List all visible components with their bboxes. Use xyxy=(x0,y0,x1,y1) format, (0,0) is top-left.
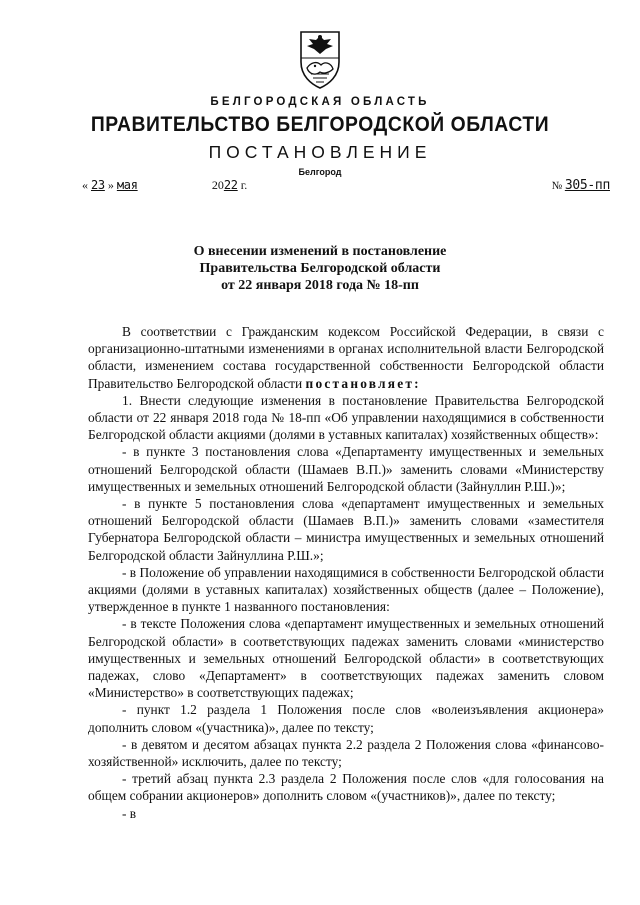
body-paragraph: - в Положение об управлении находящимися в собственности Белгородской области акциями (долями в уставных капиталах) хозяйственных обществ (далее – Положение), утвержденное в пункте 1 названного постановления: xyxy=(88,564,604,615)
title-line: от 22 января 2018 года № 18-пп xyxy=(221,278,419,293)
body-paragraph: - в девятом и десятом абзацах пункта 2.2 раздела 2 Положения слова «финансово-хозяйственной» исключить, далее по тексту; xyxy=(88,736,604,770)
date-close-quote: » xyxy=(107,178,114,192)
date-month: мая xyxy=(116,178,138,192)
city-name: Белгород xyxy=(298,167,342,177)
document-date xyxy=(82,178,247,193)
region-name: БЕЛГОРОДСКАЯ ОБЛАСТЬ xyxy=(210,96,430,108)
body-paragraph: 1. Внести следующие изменения в постановление Правительства Белгородской области от 22 января 2018 года № 18-пп «Об управлении находящимися в собственности Белгородской области акциями (долями в уставных капиталах) хозяйственных обществ»: xyxy=(88,392,604,443)
coat-of-arms xyxy=(295,28,345,90)
date-open-quote: « xyxy=(82,178,88,192)
date-year-prefix: 20 xyxy=(211,178,224,192)
title-line: Правительства Белгородской области xyxy=(199,261,441,276)
date-year-suffix: 22 xyxy=(223,178,238,192)
document-title xyxy=(0,243,640,294)
preamble-text: В соответствии с Гражданским кодексом Российской Федерации, в связи с организационно-штатными изменениями в органах исполнительной власти Белгородской области, изменением состава государственной собственности Белгородской области Правительство Белгородской области xyxy=(88,324,604,391)
body-paragraph: - третий абзац пункта 2.3 раздела 2 Положения после слов «для голосования на общем собрании акционеров» дополнить словом «(участников)», далее по тексту; xyxy=(88,771,604,804)
body-paragraph: - в xyxy=(122,805,137,821)
date-day: 23 xyxy=(91,178,105,192)
body-paragraph: - пункт 1.2 раздела 1 Положения после слов «волеизъявления акционера» дополнить словом «(участника)», далее по тексту; xyxy=(88,702,604,735)
document-number xyxy=(552,178,610,193)
number-sign: № xyxy=(551,180,563,192)
document-type: ПОСТАНОВЛЕНИЕ xyxy=(208,142,432,162)
government-name: ПРАВИТЕЛЬСТВО БЕЛГОРОДСКОЙ ОБЛАСТИ xyxy=(90,113,550,136)
document-body xyxy=(88,323,604,822)
resolves-emphasis: постановляет: xyxy=(305,375,421,391)
preamble-paragraph xyxy=(88,323,604,392)
date-number-line xyxy=(82,178,610,198)
body-paragraph: - в тексте Положения слова «департамент имущественных и земельных отношений Белгородской области» в соответствующих падежах заменить словами «министерство имущественных и земельных отношений Белгородской области» в соответствующих падежах, слово «Департамент» в соответствующих падежах заменить словом «Министерство» в соответствующих падежах; xyxy=(88,616,604,701)
number-value: 305-пп xyxy=(564,178,610,193)
date-year-abbr: г. xyxy=(240,178,248,192)
belgorod-coat-of-arms-icon xyxy=(295,28,345,90)
body-paragraph: - в пункте 5 постановления слова «департамент имущественных и земельных отношений Белгородской области (Шамаев В.П.)» заменить словами «заместителя Губернатора Белгородской области – министра имущественных и земельных отношений Белгородской области Зайнуллина Р.Ш.»; xyxy=(88,496,604,563)
body-paragraph: - в пункте 3 постановления слова «Департаменту имущественных и земельных отношений Белгородской области (Шамаев В.П.)» заменить словами «Министерству имущественных и земельных отношений Белгородской области (Зайнуллин Р.Ш.)»; xyxy=(88,444,604,494)
title-line: О внесении изменений в постановление xyxy=(193,244,447,259)
